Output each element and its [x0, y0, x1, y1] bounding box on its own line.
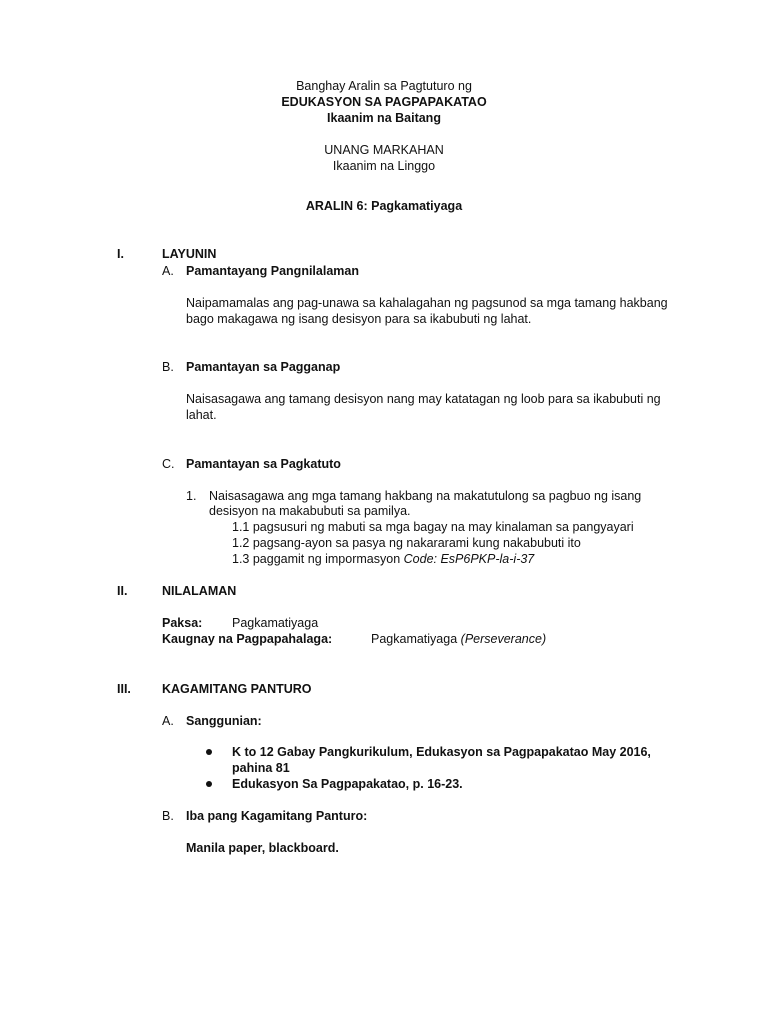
reference-1-line-1: K to 12 Gabay Pangkurikulum, Edukasyon sa Pagpapakatao May 2016,	[232, 745, 651, 759]
objective-1-3	[232, 551, 534, 567]
section-2-title: NILALAMAN	[162, 584, 237, 598]
objective-1-3-text: 1.3 paggamit ng impormasyon	[232, 552, 401, 566]
bullet-icon	[206, 749, 212, 755]
header-line-1: Banghay Aralin sa Pagtuturo ng	[296, 79, 472, 93]
objective-1-line-1: Naisasagawa ang mga tamang hakbang na makatutulong sa pagbuo ng isang	[209, 489, 642, 503]
kaugnay-value	[371, 631, 546, 647]
section-3-title: KAGAMITANG PANTURO	[162, 682, 312, 696]
objective-1-1: 1.1 pagsusuri ng mabuti sa mga bagay na may kinalaman sa pangyayari	[232, 520, 634, 534]
kaugnay-value-english: (Perseverance)	[460, 632, 547, 646]
reference-1-line-2: pahina 81	[232, 761, 290, 775]
reference-2: Edukasyon Sa Pagpapakatao, p. 16-23.	[232, 777, 463, 791]
header-week: Ikaanim na Linggo	[332, 159, 436, 173]
paksa-label: Paksa:	[162, 616, 203, 630]
section-3b-title: Iba pang Kagamitang Panturo:	[186, 809, 368, 823]
section-1a-title: Pamantayang Pangnilalaman	[186, 264, 359, 278]
section-1b-text-line-2: lahat.	[186, 408, 217, 422]
objective-1-line-2: desisyon na makabubuti sa pamilya.	[209, 504, 411, 518]
section-1a-letter: A.	[162, 264, 174, 278]
curriculum-code: Code: EsP6PKP-la-i-37	[403, 552, 535, 566]
bullet-icon	[206, 781, 212, 787]
section-1a-text-line-1: Naipamamalas ang pag-unawa sa kahalagahan ng pagsunod sa mga tamang hakbang	[186, 296, 668, 310]
section-1-numeral: I.	[117, 247, 124, 261]
section-1b-letter: B.	[162, 360, 174, 374]
section-3a-letter: A.	[162, 714, 174, 728]
kaugnay-value-text: Pagkamatiyaga	[371, 632, 458, 646]
section-1-title: LAYUNIN	[162, 247, 217, 261]
section-1a-text-line-2: bago makagawa ng isang desisyon para sa ikabubuti ng lahat.	[186, 312, 532, 326]
paksa-value: Pagkamatiyaga	[232, 616, 319, 630]
section-1c-letter: C.	[162, 457, 175, 471]
header-quarter: UNANG MARKAHAN	[324, 143, 444, 157]
section-1b-text-line-1: Naisasagawa ang tamang desisyon nang may katatagan ng loob para sa ikabubuti ng	[186, 392, 661, 406]
section-2-numeral: II.	[117, 584, 128, 598]
header-grade: Ikaanim na Baitang	[327, 111, 441, 125]
section-1b-title: Pamantayan sa Pagganap	[186, 360, 341, 374]
objective-1-number: 1.	[186, 489, 197, 503]
lesson-title: ARALIN 6: Pagkamatiyaga	[305, 199, 463, 213]
section-3a-title: Sanggunian:	[186, 714, 262, 728]
materials-text: Manila paper, blackboard.	[186, 841, 339, 855]
section-1c-title: Pamantayan sa Pagkatuto	[186, 457, 341, 471]
section-3b-letter: B.	[162, 809, 174, 823]
kaugnay-label: Kaugnay na Pagpapahalaga:	[162, 632, 333, 646]
header-subject: EDUKASYON SA PAGPAPAKATAO	[281, 95, 487, 109]
section-3-numeral: III.	[117, 682, 131, 696]
objective-1-2: 1.2 pagsang-ayon sa pasya ng nakararami kung nakabubuti ito	[232, 536, 581, 550]
